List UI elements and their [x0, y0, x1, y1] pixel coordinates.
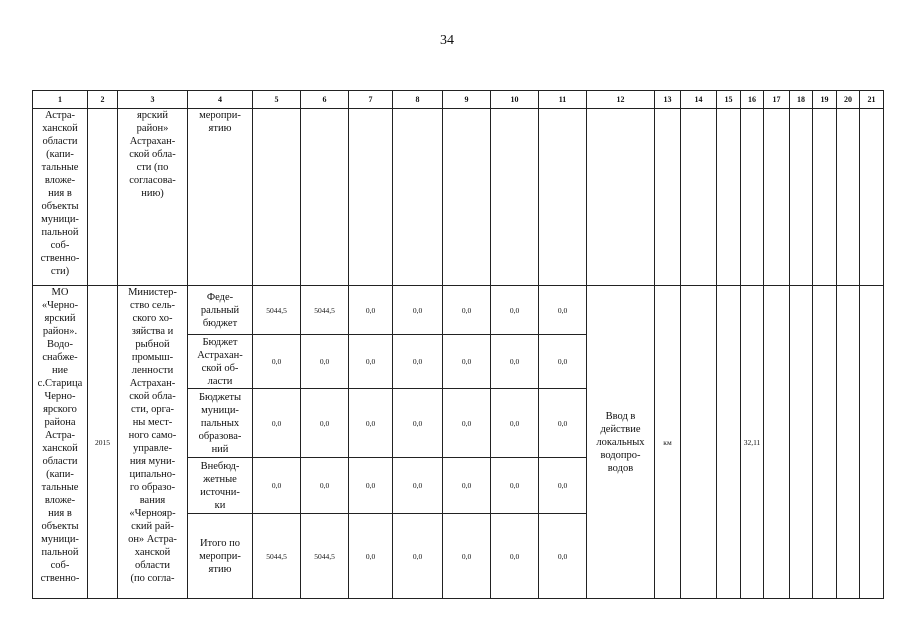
value-10: 0,0 — [491, 458, 539, 514]
source-name: Внебюд- жетные источни- ки — [188, 458, 253, 514]
column-header-17: 17 — [764, 91, 790, 109]
column-header-4: 4 — [188, 91, 253, 109]
value-10: 0,0 — [491, 286, 539, 335]
value-6: 5044,5 — [301, 286, 349, 335]
value-6: 0,0 — [301, 458, 349, 514]
value-10: 0,0 — [491, 389, 539, 458]
column-header-6: 6 — [301, 91, 349, 109]
value-5: 0,0 — [253, 335, 301, 389]
value-7: 0,0 — [349, 389, 393, 458]
value-6: 0,0 — [301, 389, 349, 458]
value-8: 0,0 — [393, 514, 443, 599]
column-header-16: 16 — [741, 91, 764, 109]
value-6: 5044,5 — [301, 514, 349, 599]
column-header-10: 10 — [491, 91, 539, 109]
value-11: 0,0 — [539, 286, 587, 335]
value-11: 0,0 — [539, 335, 587, 389]
value-9: 0,0 — [443, 286, 491, 335]
value-8: 0,0 — [393, 286, 443, 335]
executor-cell: Министер- ство сель- ского хо- зяйства и рыбной промыш- ленности Астрахан- ской обла- сти, орга- ны мест- ного само- управле- ния муни- ципально- го образо- вания «Чернояр- ский рай- он» Астра- ханской области (по согла- — [118, 286, 188, 599]
object-name-cell: МО «Черно- ярский район». Водо- снабже- ние с.Старица Черно- ярского района Астра- ханской области (капи- тальные вложе- ния в объекты муници- пальной соб- ственно- — [33, 286, 88, 599]
source-name: Бюджет Астрахан- ской об- ласти — [188, 335, 253, 389]
object-name-cell: Астра- ханской области (капи- тальные вложе- ния в объекты муници- пальной соб- ственно- сти) — [33, 109, 88, 286]
column-header-3: 3 — [118, 91, 188, 109]
value-5: 5044,5 — [253, 286, 301, 335]
value-7: 0,0 — [349, 458, 393, 514]
column-header-2: 2 — [88, 91, 118, 109]
column-header-19: 19 — [813, 91, 837, 109]
source-name: Итого по меропри- ятию — [188, 514, 253, 599]
column-header-9: 9 — [443, 91, 491, 109]
page-number: 34 — [440, 33, 454, 48]
column-header-5: 5 — [253, 91, 301, 109]
unit-cell: км — [655, 286, 681, 599]
column-header-20: 20 — [837, 91, 860, 109]
indicator-value-cell: 32,11 — [741, 286, 764, 599]
column-header-21: 21 — [860, 91, 884, 109]
value-7: 0,0 — [349, 514, 393, 599]
value-9: 0,0 — [443, 458, 491, 514]
value-8: 0,0 — [393, 389, 443, 458]
source-name: Бюджеты муници- пальных образова- ний — [188, 389, 253, 458]
column-header-8: 8 — [393, 91, 443, 109]
value-8: 0,0 — [393, 335, 443, 389]
value-8: 0,0 — [393, 458, 443, 514]
value-5: 0,0 — [253, 389, 301, 458]
indicator-name-cell: Ввод в действие локальных водопро- водов — [587, 286, 655, 599]
value-10: 0,0 — [491, 335, 539, 389]
column-header-14: 14 — [681, 91, 717, 109]
header-row — [33, 91, 884, 109]
value-6: 0,0 — [301, 335, 349, 389]
column-header-18: 18 — [790, 91, 813, 109]
column-header-11: 11 — [539, 91, 587, 109]
column-header-13: 13 — [655, 91, 681, 109]
value-11: 0,0 — [539, 514, 587, 599]
budget-table — [32, 90, 884, 599]
value-11: 0,0 — [539, 389, 587, 458]
column-header-12: 12 — [587, 91, 655, 109]
value-7: 0,0 — [349, 286, 393, 335]
table-row-source-0 — [33, 286, 884, 335]
value-9: 0,0 — [443, 335, 491, 389]
value-9: 0,0 — [443, 389, 491, 458]
column-header-1: 1 — [33, 91, 88, 109]
value-11: 0,0 — [539, 458, 587, 514]
value-7: 0,0 — [349, 335, 393, 389]
year-cell: 2015 — [88, 286, 118, 599]
table-row-continued — [33, 109, 884, 286]
year-cell — [88, 109, 118, 286]
value-5: 0,0 — [253, 458, 301, 514]
executor-cell: ярский район» Астрахан- ской обла- сти (по согласова- нию) — [118, 109, 188, 286]
value-10: 0,0 — [491, 514, 539, 599]
value-5: 5044,5 — [253, 514, 301, 599]
column-header-7: 7 — [349, 91, 393, 109]
column-header-15: 15 — [717, 91, 741, 109]
value-9: 0,0 — [443, 514, 491, 599]
source-name: Феде- ральный бюджет — [188, 286, 253, 335]
source-cell: меропри- ятию — [188, 109, 253, 286]
